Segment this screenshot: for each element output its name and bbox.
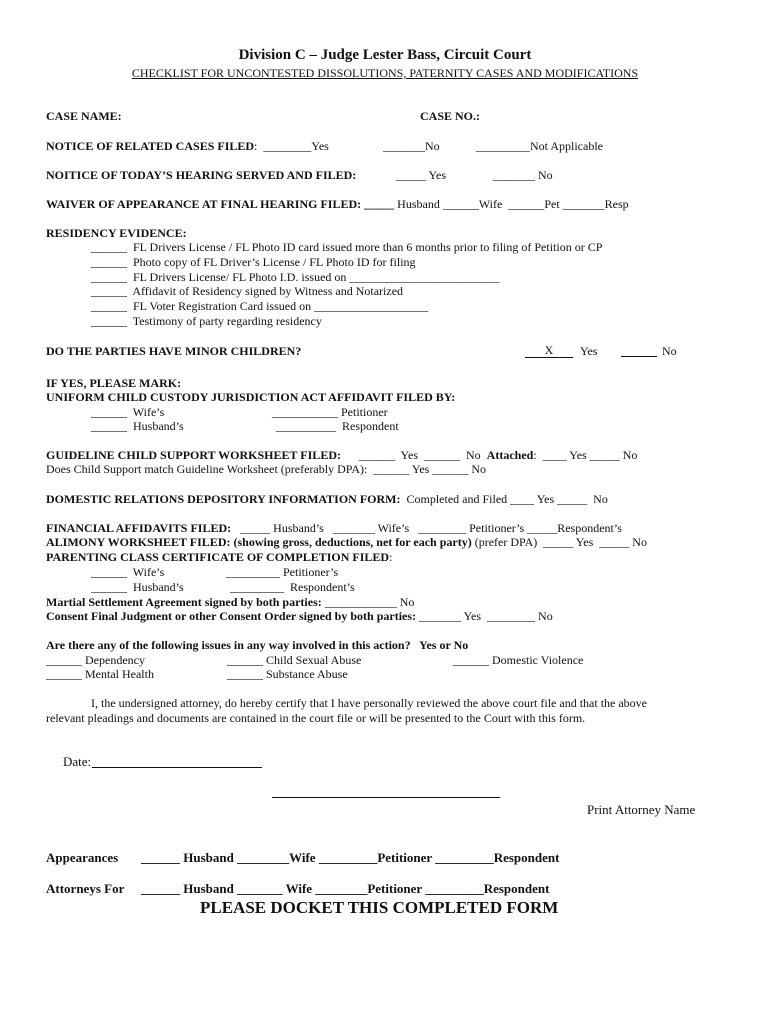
residency-item[interactable]: ______ FL Drivers License/ FL Photo I.D. issued on _________________________ <box>91 270 500 284</box>
parenting-respondent-option[interactable]: _________ Respondent’s <box>230 580 355 594</box>
appearances-options[interactable]: ______ Husband ________Wife _________Petitioner _________Respondent <box>141 850 560 865</box>
depository-label: DOMESTIC RELATIONS DEPOSITORY INFORMATION FORM: <box>46 492 401 506</box>
waiver-options[interactable]: Husband ______Wife ______Pet _______Resp <box>394 197 629 211</box>
related-na-option[interactable]: _________Not Applicable <box>476 139 603 153</box>
depository-row <box>46 492 608 506</box>
certification-line-2: relevant pleadings and documents are contained in the court file or will be presented to the Court with this form. <box>46 711 586 725</box>
date-label: Date: <box>63 754 92 769</box>
alimony-options[interactable]: (prefer DPA) _____ Yes _____ No <box>471 535 647 549</box>
waiver-row <box>46 197 629 211</box>
docket-instruction: PLEASE DOCKET THIS COMPLETED FORM <box>200 898 559 917</box>
parenting-label: PARENTING CLASS CERTIFICATE OF COMPLETION FILED <box>46 550 390 564</box>
attached-options[interactable]: : ____ Yes _____ No <box>533 448 638 462</box>
case-name-label: CASE NAME: <box>46 109 122 123</box>
uccja-petitioner-option[interactable]: ___________ Petitioner <box>272 405 388 419</box>
residency-item[interactable]: ______ FL Drivers License / FL Photo ID card issued more than 6 months prior to filing of Petition or CP <box>91 240 603 254</box>
case-no-label: CASE NO.: <box>420 109 481 123</box>
uccja-label: UNIFORM CHILD CUSTODY JURISDICTION ACT AFFIDAVIT FILED BY: <box>46 390 456 404</box>
consent-label: Consent Final Judgment or other Consent Order signed by both parties: <box>46 609 417 623</box>
settlement-label: Martial Settlement Agreement signed by both parties: <box>46 595 322 609</box>
related-cases-row <box>46 139 329 153</box>
depository-options[interactable]: Completed and Filed ____ Yes _____ No <box>400 492 608 506</box>
related-no-option[interactable]: _______No <box>383 139 440 153</box>
alimony-label: ALIMONY WORKSHEET FILED: (showing gross, deductions, net for each party) <box>46 535 472 549</box>
residency-label: RESIDENCY EVIDENCE: <box>46 226 187 240</box>
settlement-row <box>46 595 414 609</box>
waiver-label: WAIVER OF APPEARANCE AT FINAL HEARING FILED: _____ <box>46 197 395 211</box>
guideline-options[interactable]: ______ Yes ______ No <box>358 448 481 462</box>
hearing-notice-label: NOITICE OF TODAY’S HEARING SERVED AND FILED: <box>46 168 357 182</box>
related-yes-option[interactable]: : ________Yes <box>254 139 329 153</box>
consent-row <box>46 609 553 623</box>
parenting-husband-option[interactable]: ______ Husband’s <box>91 580 184 594</box>
parenting-petitioner-option[interactable]: _________ Petitioner’s <box>226 565 339 579</box>
residency-item[interactable]: ______ Testimony of party regarding residency <box>91 314 322 328</box>
issues-question: Are there any of the following issues in any way involved in this action? Yes or No <box>46 638 469 652</box>
guideline-row <box>46 448 637 462</box>
attached-label: Attached <box>486 448 534 462</box>
financial-options[interactable]: _____ Husband’s _______ Wife’s ________ Petitioner’s _____Respondent’s <box>231 521 622 535</box>
if-yes-label: IF YES, PLEASE MARK: <box>46 376 182 390</box>
residency-item[interactable]: ______ Affidavit of Residency signed by Witness and Notarized <box>91 284 404 298</box>
residency-item[interactable]: ______ Photo copy of FL Driver’s License / FL Photo ID for filing <box>91 255 416 269</box>
related-cases-label: NOTICE OF RELATED CASES FILED <box>46 139 255 153</box>
guideline-match-line[interactable]: Does Child Support match Guideline Worksheet (preferably DPA): ______ Yes ______ No <box>46 462 486 476</box>
issue-item[interactable]: ______ Substance Abuse <box>227 667 348 681</box>
form-subtitle: CHECKLIST FOR UNCONTESTED DISSOLUTIONS, PATERNITY CASES AND MODIFICATIONS <box>131 66 639 80</box>
attorneys-for-options[interactable]: ______ Husband _______ Wife ________Petitioner _________Respondent <box>141 881 550 896</box>
parenting-wife-option[interactable]: ______ Wife’s <box>91 565 165 579</box>
uccja-wife-option[interactable]: ______ Wife’s <box>91 405 165 419</box>
attorney-name-label: Print Attorney Name <box>587 802 696 817</box>
alimony-row <box>46 535 647 549</box>
minor-children-yes-label: Yes <box>580 344 598 358</box>
issue-item[interactable]: ______ Domestic Violence <box>453 653 584 667</box>
settlement-options[interactable]: ____________ No <box>321 595 415 609</box>
issue-item[interactable]: ______ Dependency <box>46 653 145 667</box>
issue-item[interactable]: ______ Mental Health <box>46 667 154 681</box>
certification-line-1: I, the undersigned attorney, do hereby certify that I have personally reviewed the above court file and that the above <box>91 696 648 710</box>
uccja-husband-option[interactable]: ______ Husband’s <box>91 419 184 433</box>
attorneys-for-label: Attorneys For <box>46 881 125 896</box>
guideline-label: GUIDELINE CHILD SUPPORT WORKSHEET FILED: <box>46 448 341 462</box>
form-title: Division C – Judge Lester Bass, Circuit Court <box>238 47 532 63</box>
hearing-yes-option[interactable]: _____ Yes <box>396 168 447 182</box>
residency-item[interactable]: ______ FL Voter Registration Card issued on ___________________ <box>91 299 429 313</box>
minor-children-yes-mark[interactable]: X <box>525 344 573 358</box>
date-field[interactable] <box>92 767 262 768</box>
parenting-row: PARENTING CLASS CERTIFICATE OF COMPLETION FILED: <box>46 550 393 564</box>
appearances-label: Appearances <box>46 850 119 865</box>
financial-row <box>46 521 622 535</box>
hearing-no-option[interactable]: _______ No <box>493 168 553 182</box>
issue-item[interactable]: ______ Child Sexual Abuse <box>227 653 362 667</box>
minor-children-no-label: No <box>662 344 677 358</box>
uccja-respondent-option[interactable]: __________ Respondent <box>276 419 399 433</box>
financial-label: FINANCIAL AFFIDAVITS FILED: <box>46 521 232 535</box>
attorney-signature-line[interactable] <box>272 797 500 798</box>
consent-options[interactable]: _______ Yes ________ No <box>416 609 553 623</box>
minor-children-no-blank[interactable] <box>621 356 657 357</box>
minor-children-label: DO THE PARTIES HAVE MINOR CHILDREN? <box>46 344 302 358</box>
